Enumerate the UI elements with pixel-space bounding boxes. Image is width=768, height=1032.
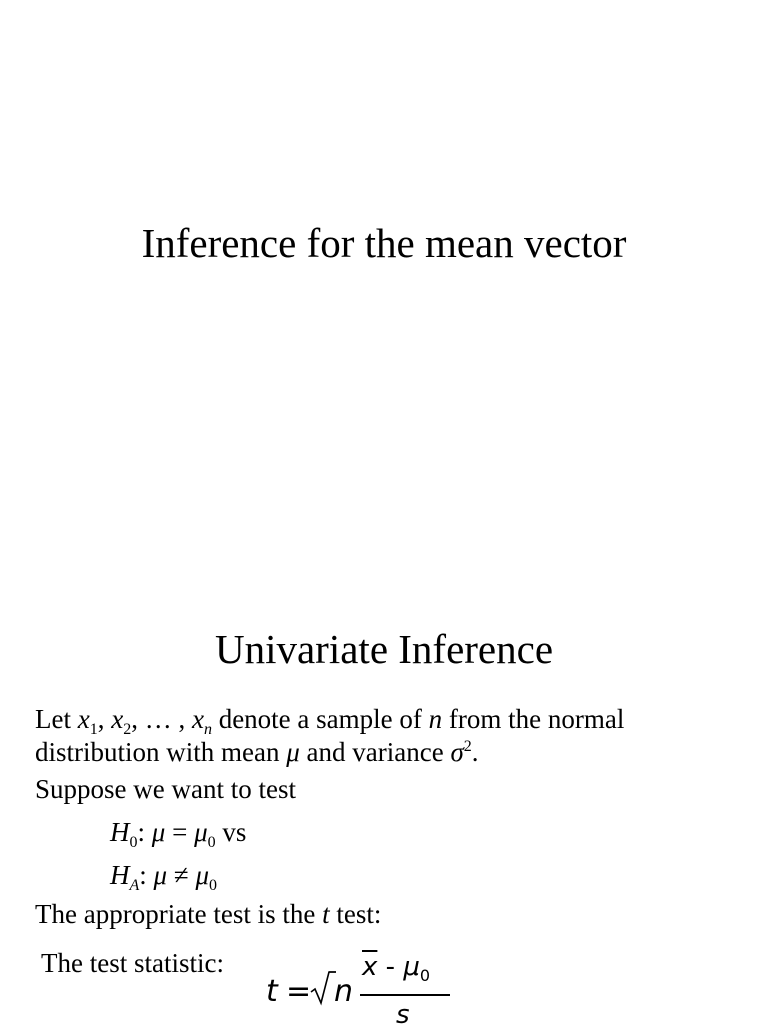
subscript: 0 xyxy=(129,834,138,851)
text: The appropriate test is the xyxy=(35,899,323,929)
t-statistic-formula xyxy=(266,952,466,1032)
x-variable: x xyxy=(77,704,90,734)
text: distribution with mean xyxy=(35,737,287,767)
text: denote a sample of xyxy=(211,704,429,734)
null-hypothesis xyxy=(110,816,247,851)
formula-denominator: s xyxy=(396,1000,410,1030)
text: , … , xyxy=(131,704,192,734)
subscript: A xyxy=(129,877,140,894)
test-intro-line: Suppose we want to test xyxy=(35,774,296,804)
n-variable: n xyxy=(428,704,443,734)
mu-symbol: μ xyxy=(195,860,209,890)
text: : xyxy=(139,860,154,890)
t-variable: t xyxy=(322,899,330,929)
text: and variance xyxy=(299,737,451,767)
formula-n: n xyxy=(334,974,354,1009)
text: Let xyxy=(35,704,78,734)
text: : xyxy=(137,817,152,847)
distribution-line xyxy=(35,736,479,768)
subscript: 0 xyxy=(419,966,431,985)
mu-symbol: μ xyxy=(153,860,168,890)
slide-title: Univariate Inference xyxy=(214,626,554,672)
formula-equals: = xyxy=(286,974,312,1009)
subscript: 1 xyxy=(89,721,98,738)
sqrt-icon xyxy=(310,970,336,1006)
text: , xyxy=(97,704,112,734)
x-variable: x xyxy=(111,704,124,734)
test-statistic-label: The test statistic: xyxy=(41,948,224,978)
slide-title: Inference for the mean vector xyxy=(141,220,627,266)
text: . xyxy=(471,737,479,767)
mu-symbol: μ xyxy=(286,737,300,767)
text: test: xyxy=(329,899,382,929)
x-variable: x xyxy=(191,704,204,734)
x-bar: $\overline{x}$ xyxy=(362,952,378,982)
fraction-bar xyxy=(360,994,450,996)
subscript: 0 xyxy=(207,834,216,851)
mu-symbol: μ xyxy=(403,952,420,982)
h-symbol: H xyxy=(110,860,130,890)
subscript: n xyxy=(203,721,212,738)
text: = xyxy=(165,817,195,847)
subscript: 0 xyxy=(209,877,217,894)
mu-symbol: μ xyxy=(151,817,166,847)
sigma-symbol: σ xyxy=(450,737,464,767)
formula-t: t xyxy=(266,974,278,1009)
alternative-hypothesis xyxy=(110,859,217,894)
minus: - xyxy=(377,952,404,982)
h-symbol: H xyxy=(110,817,130,847)
text: ≠ xyxy=(167,860,196,890)
sample-definition-line xyxy=(35,703,625,738)
test-type-line xyxy=(35,898,381,930)
subscript: 2 xyxy=(123,721,132,738)
mu-symbol: μ xyxy=(194,817,208,847)
formula-numerator xyxy=(362,952,431,985)
text: from the normal xyxy=(442,704,625,734)
text: vs xyxy=(215,817,247,847)
superscript: 2 xyxy=(463,738,472,755)
